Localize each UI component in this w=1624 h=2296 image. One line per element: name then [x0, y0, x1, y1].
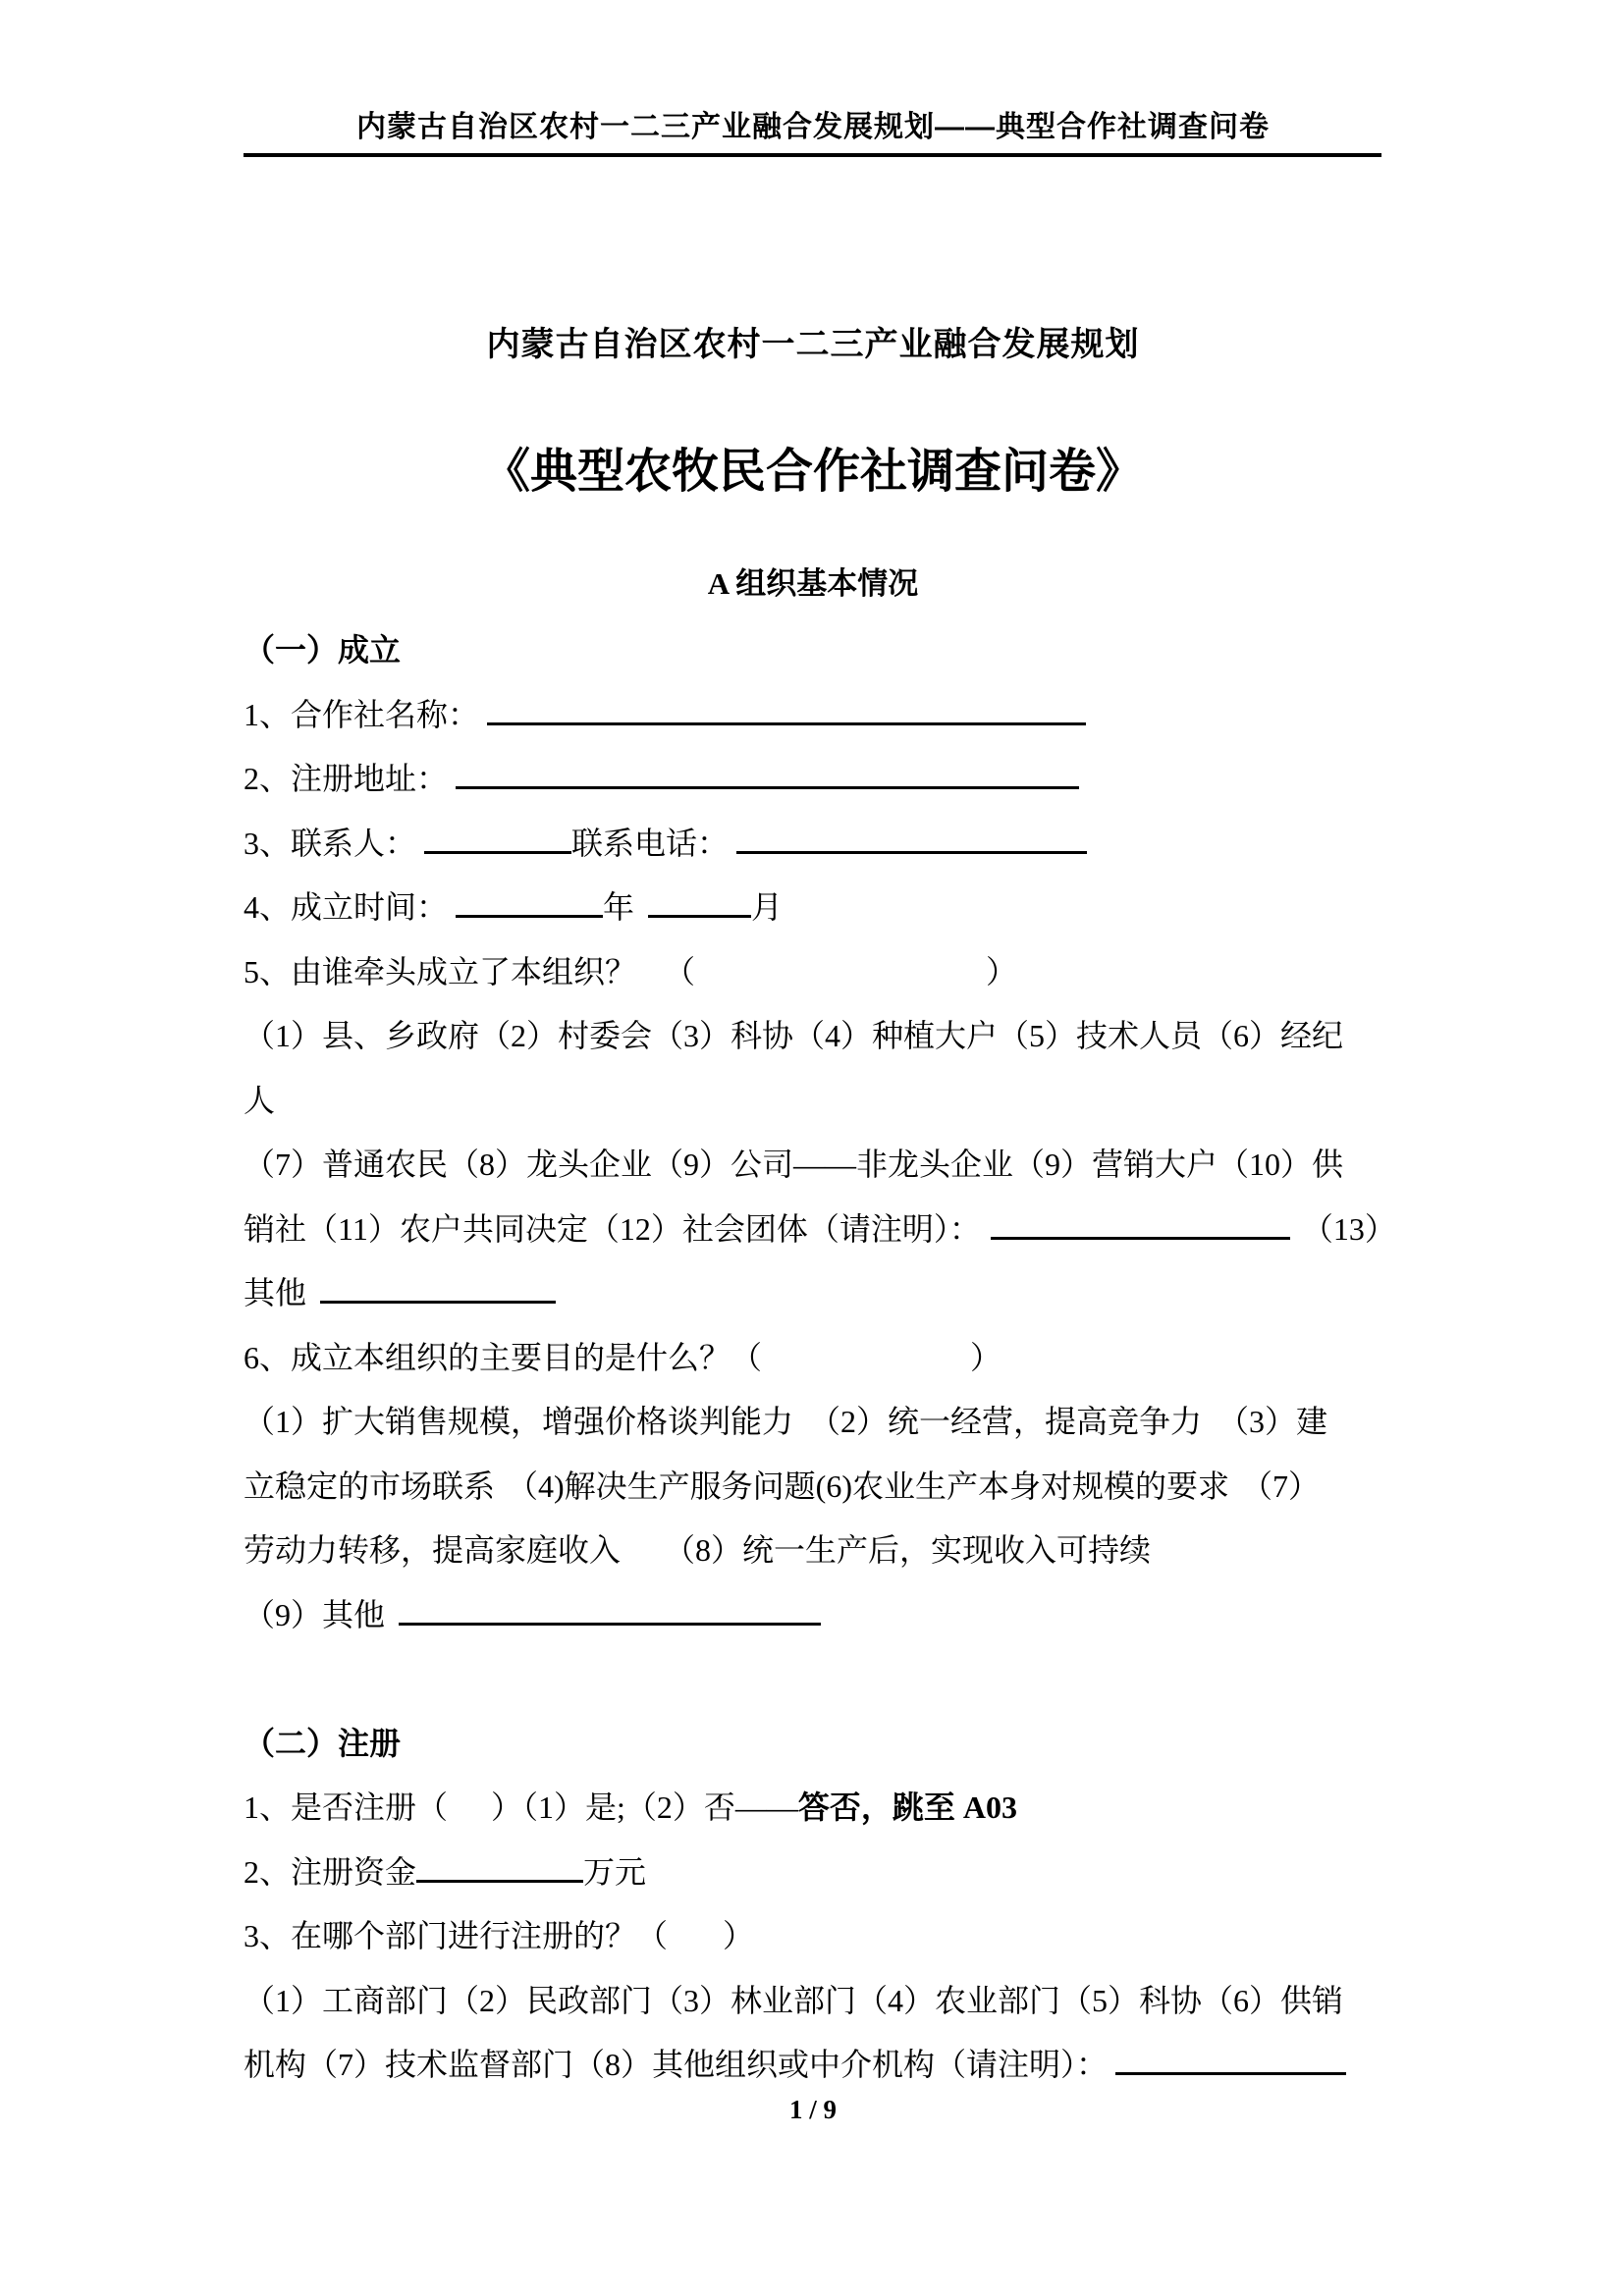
text-run: （3）建: [1218, 1404, 1328, 1439]
text-run: 机构（7）技术监督部门（8）其他组织或中介机构（请注明）：: [244, 2047, 1109, 2082]
page-header-text: 内蒙古自治区农村一二三产业融合发展规划——典型合作社调查问卷: [356, 111, 1270, 143]
blank-underline: [399, 1590, 821, 1626]
text-run: 销社（11）农户共同决定（12）社会团体（请注明）：: [244, 1210, 981, 1247]
text-run: （9）其他: [244, 1596, 386, 1632]
spacer-gap: [1202, 1431, 1218, 1432]
spacer-gap: [1229, 1496, 1241, 1497]
text-run: （1）扩大销售规模，增强价格谈判能力: [244, 1404, 794, 1439]
blank-underline: [456, 882, 603, 918]
bold-text-run: （一）成立: [244, 632, 402, 667]
spacer-gap: [479, 724, 487, 725]
section-heading-a: A 组织基本情况: [707, 566, 919, 601]
spacer-gap: [729, 853, 736, 854]
spacer-gap: [448, 917, 456, 918]
spacer-gap: [668, 1946, 723, 1947]
spacer-gap: [385, 1625, 399, 1626]
text-run: 1、合作社名称：: [244, 696, 480, 732]
body-line-9: [244, 1133, 1388, 1198]
text-run: 人: [244, 1082, 276, 1118]
text-run: ）: [970, 1339, 1002, 1375]
text-run: 劳动力转移，提高家庭收入: [244, 1532, 622, 1568]
text-run: 2、注册资金: [244, 1853, 417, 1890]
body-line-13: [244, 1390, 1388, 1455]
body-line-14: [244, 1455, 1388, 1520]
blank-underline: [736, 819, 1087, 854]
body-line-1: [244, 618, 1388, 683]
text-run: ）: [723, 1918, 755, 1953]
body-line-5: [244, 876, 1388, 940]
spacer-gap: [306, 1303, 320, 1304]
spacer-gap: [448, 1817, 491, 1818]
text-run: （13）: [1301, 1210, 1396, 1247]
document-title-line2: 《典型农牧民合作社调查问卷》: [482, 446, 1143, 498]
text-run: （7）: [1241, 1468, 1321, 1504]
spacer-gap: [793, 1431, 809, 1432]
body-line-19: [244, 1776, 1388, 1841]
body-line-15: [244, 1519, 1388, 1583]
text-run: 联系电话：: [571, 825, 730, 861]
body-line-16: [244, 1583, 1388, 1648]
text-run: 2、注册地址：: [244, 761, 449, 796]
body-line-4: [244, 812, 1388, 877]
text-run: 3、联系人：: [244, 825, 417, 861]
spacer-gap: [1290, 1239, 1302, 1240]
text-run: 其他: [244, 1275, 307, 1310]
text-run: 月: [751, 889, 784, 925]
text-run: 6、成立本组织的主要目的是什么？（: [244, 1339, 763, 1375]
spacer-gap: [634, 917, 648, 918]
body-line-11: [244, 1261, 1388, 1326]
blank-underline: [456, 754, 1079, 789]
text-run: （4)解决生产服务问题(6)农业生产本身对规模的要求: [507, 1468, 1229, 1504]
page-number: 1 / 9: [788, 2095, 837, 2124]
text-run: 立稳定的市场联系: [244, 1468, 496, 1504]
spacer-gap: [416, 853, 424, 854]
body-line-3: [244, 747, 1388, 812]
spacer-gap: [1108, 2074, 1115, 2075]
bold-text-run: 答否，跳至 A03: [797, 1789, 1018, 1825]
body-line-23: [244, 2033, 1388, 2098]
blank-underline: [1115, 2040, 1346, 2075]
body-line-17: [244, 1647, 1388, 1712]
text-run: 1、是否注册（: [244, 1789, 449, 1825]
blank-underline: [424, 819, 571, 854]
document-title-line1: 内蒙古自治区农村一二三产业融合发展规划: [486, 326, 1140, 363]
spacer-gap: [762, 1367, 970, 1368]
body-line-7: [244, 1004, 1388, 1069]
body-line-20: [244, 1841, 1388, 1905]
header-divider-rule: [244, 153, 1381, 157]
blank-underline: [320, 1268, 556, 1304]
text-run: （: [664, 953, 696, 989]
text-run: ）（1）是;（2）否——: [491, 1789, 798, 1825]
body-line-2: [244, 683, 1388, 748]
blank-underline: [991, 1204, 1290, 1240]
text-run: 5、由谁牵头成立了本组织？: [244, 953, 637, 989]
body-line-8: [244, 1069, 1388, 1134]
blank-underline: [648, 882, 751, 918]
text-run: ）: [986, 953, 1018, 989]
text-run: 4、成立时间：: [244, 889, 449, 925]
spacer-gap: [621, 1560, 664, 1561]
spacer-gap: [495, 1496, 507, 1497]
text-run: 万元: [583, 1853, 647, 1890]
bold-text-run: （二）注册: [244, 1725, 402, 1761]
body-line-22: [244, 1969, 1388, 2034]
text-run: 年: [603, 889, 635, 925]
spacer-gap: [981, 1239, 991, 1240]
body-line-12: [244, 1326, 1388, 1391]
text-run: （2）统一经营，提高竞争力: [809, 1404, 1203, 1439]
text-run: （8）统一生产后，实现收入可持续: [664, 1532, 1152, 1568]
spacer-gap: [636, 982, 664, 983]
questionnaire-body: [244, 618, 1396, 2098]
blank-underline: [416, 1847, 583, 1883]
text-run: （1）县、乡政府（2）村委会（3）科协（4）种植大户（5）技术人员（6）经纪: [244, 1018, 1344, 1053]
spacer-gap: [695, 982, 986, 983]
body-line-21: [244, 1904, 1388, 1969]
spacer-gap: [448, 788, 456, 789]
body-line-18: [244, 1712, 1388, 1777]
blank-underline: [487, 690, 1086, 725]
text-run: （1）工商部门（2）民政部门（3）林业部门（4）农业部门（5）科协（6）供销: [244, 1982, 1344, 2018]
text-run: 3、在哪个部门进行注册的？（: [244, 1918, 669, 1953]
text-run: （7）普通农民（8）龙头企业（9）公司——非龙头企业（9）营销大户（10）供: [244, 1147, 1344, 1182]
body-line-6: [244, 940, 1388, 1005]
body-line-10: [244, 1198, 1396, 1262]
